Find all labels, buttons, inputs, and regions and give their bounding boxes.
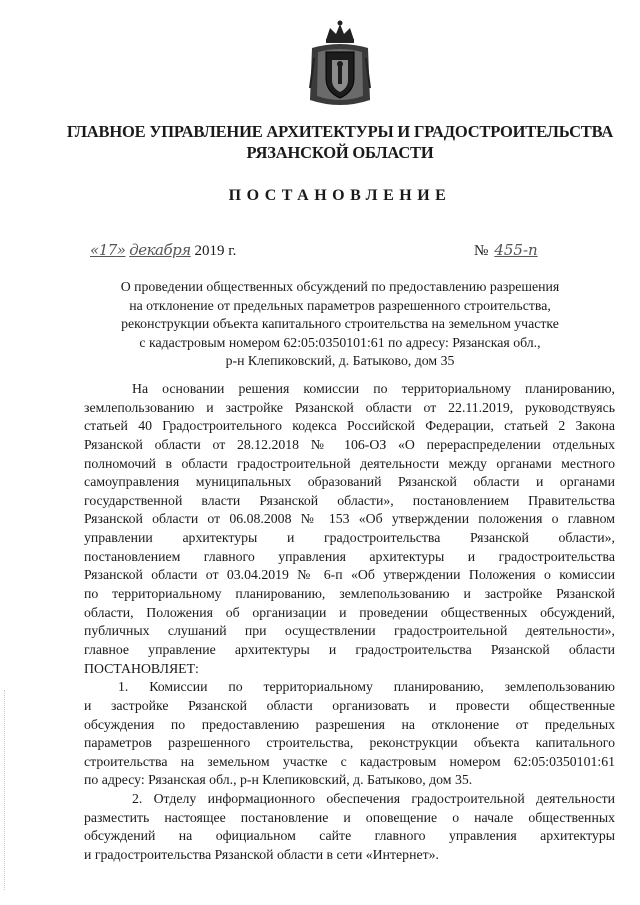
body-line: 1. Комиссии по территориальному планированию, землепользованию (118, 679, 615, 695)
document-type-title: ПОСТАНОВЛЕНИЕ (228, 187, 452, 204)
body-line: управлении архитектуры и градостроительства Рязанской области», (84, 530, 615, 546)
body-line: 2. Отделу информационного обеспечения градостроительной деятельности (132, 791, 615, 807)
number-label: № (474, 243, 489, 259)
date-month: декабря (129, 241, 191, 259)
body-line: главное управление архитектуры и градостроительства Рязанской области (84, 641, 615, 657)
body-line: по адресу: Рязанская обл., р-н Клепиковский, д. Батыково, дом 35. (84, 772, 473, 788)
body-line: На основании решения комиссии по территориальному планированию, (132, 381, 615, 396)
body-line: Рязанской области от 03.04.2019 № 6-п «Об утверждении Положения о комиссии (84, 567, 615, 583)
body-line: строительства на земельном участке с кадастровым номером 62:05:0350101:61 (84, 753, 615, 769)
subject-line: реконструкции объекта капитального строительства на земельном участке (121, 316, 559, 332)
body-line: постановлением главного управления архитектуры и градостроительства (84, 548, 615, 564)
organization-name-line-1: ГЛАВНОЕ УПРАВЛЕНИЕ АРХИТЕКТУРЫ И ГРАДОСТРОИТЕЛЬСТВА (66, 122, 614, 141)
date-day: 17 (98, 241, 117, 259)
body-line: полномочий в области градостроительной деятельности между органами местного (84, 455, 615, 471)
document-date (90, 241, 236, 260)
document-number (474, 241, 538, 260)
body-line: Рязанской области от 28.12.2018 № 106-ОЗ «О перераспределении отдельных (84, 436, 615, 452)
body-line: обсуждений на официальном сайте главного управления архитектуры (84, 828, 615, 844)
resolution-keyword: ПОСТАНОВЛЯЕТ: (84, 660, 199, 676)
body-line: государственной власти Рязанской области», постановлением Правительства (84, 492, 615, 508)
document-body (84, 380, 615, 865)
body-line: параметров разрешенного строительства, реконструкции объекта капитального (84, 735, 615, 751)
body-line: самоуправления муниципальных образований Рязанской области и органами (84, 474, 615, 490)
document-subject (90, 278, 590, 371)
subject-line: О проведении общественных обсуждений по предоставлению разрешения (120, 279, 560, 294)
body-line: области, Положения об организации и проведении общественных обсуждений, (84, 604, 615, 620)
body-line: обсуждения по предоставлению разрешения на отклонение от предельных (84, 716, 615, 732)
date-open-quote: « (90, 241, 99, 259)
date-close-quote: » (116, 241, 126, 259)
number-value: 455-п (494, 241, 538, 259)
body-line: землепользованию и застройке Рязанской области от 22.11.2019, руководствуясь (84, 399, 615, 415)
body-line: разместить настоящее постановление и оповещение о начале общественных (84, 809, 615, 825)
body-line: и градостроительства Рязанской области в сети «Интернет». (84, 847, 439, 863)
subject-line: р-н Клепиковский, д. Батыково, дом 35 (225, 353, 455, 369)
body-line: публичных слушаний при осуществлении градостроительной деятельности», (84, 623, 615, 639)
coat-of-arms-emblem (306, 18, 374, 110)
body-line: Рязанской области от 06.08.2008 № 153 «Об утверждении положения о главном (84, 511, 615, 527)
date-year: 2019 г. (194, 243, 237, 259)
body-line: статьей 40 Градостроительного кодекса Российской Федерации, статьей 2 Закона (84, 418, 615, 434)
scan-edge-marks (4, 690, 9, 890)
organization-name-line-2: РЯЗАНСКОЙ ОБЛАСТИ (246, 143, 434, 162)
body-line: по территориальному планированию, землепользованию и застройке Рязанской (84, 586, 615, 602)
subject-line: на отклонение от предельных параметров разрешенного строительства, (129, 297, 551, 313)
body-line: и застройке Рязанской области организовать и провести общественные (84, 697, 615, 713)
subject-line: с кадастровым номером 62:05:0350101:61 по адресу: Рязанская обл., (139, 334, 541, 350)
